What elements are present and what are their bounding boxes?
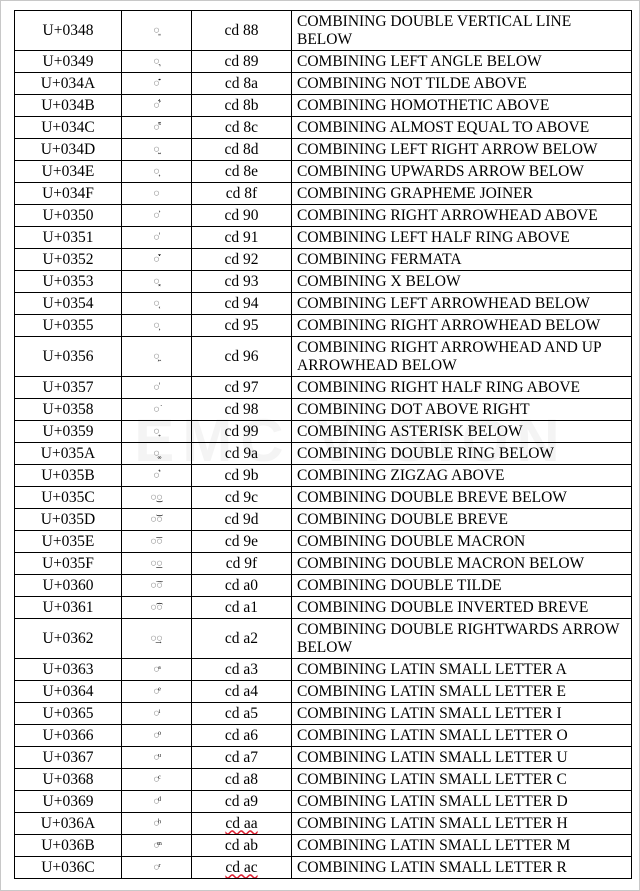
utf8-bytes-cell: cd a9 — [192, 791, 292, 813]
glyph-sample-cell: ◌͘ — [122, 399, 192, 421]
code-point-cell: U+036C — [15, 857, 122, 879]
character-name-cell: COMBINING ZIGZAG ABOVE — [292, 465, 632, 487]
code-point-cell: U+036B — [15, 835, 122, 857]
code-point-cell: U+0348 — [15, 11, 122, 51]
spellcheck-underlined-text: cd ac — [225, 858, 258, 876]
glyph-sample-cell: ◌͉ — [122, 51, 192, 73]
utf8-bytes-cell: cd 9d — [192, 509, 292, 531]
utf8-bytes-cell: cd a5 — [192, 703, 292, 725]
utf8-bytes-cell: cd a4 — [192, 681, 292, 703]
table-row — [15, 51, 632, 73]
glyph-sample-cell: ◌ͣ — [122, 659, 192, 681]
code-point-cell: U+0351 — [15, 227, 122, 249]
character-name-cell: COMBINING DOUBLE MACRON — [292, 531, 632, 553]
code-point-cell: U+035F — [15, 553, 122, 575]
glyph-sample-cell: ◌͈ — [122, 11, 192, 51]
character-name-cell: COMBINING LATIN SMALL LETTER M — [292, 835, 632, 857]
utf8-bytes-cell: cd 8b — [192, 95, 292, 117]
utf8-bytes-cell: cd 9a — [192, 443, 292, 465]
table-row — [15, 11, 632, 51]
code-point-cell: U+0364 — [15, 681, 122, 703]
code-point-cell: U+0355 — [15, 315, 122, 337]
table-row — [15, 183, 632, 205]
code-point-cell: U+034A — [15, 73, 122, 95]
table-row — [15, 487, 632, 509]
glyph-sample-cell: ◌ͤ — [122, 681, 192, 703]
table-row — [15, 73, 632, 95]
code-point-cell: U+0363 — [15, 659, 122, 681]
table-row — [15, 443, 632, 465]
utf8-bytes-cell: cd 8a — [192, 73, 292, 95]
utf8-bytes-cell: cd 92 — [192, 249, 292, 271]
utf8-bytes-cell: cd a7 — [192, 747, 292, 769]
code-point-cell: U+035D — [15, 509, 122, 531]
utf8-bytes-cell: cd a1 — [192, 597, 292, 619]
code-point-cell: U+034F — [15, 183, 122, 205]
character-name-cell: COMBINING RIGHT HALF RING ABOVE — [292, 377, 632, 399]
character-name-cell: COMBINING X BELOW — [292, 271, 632, 293]
glyph-sample-cell: ◌ͬ — [122, 857, 192, 879]
code-point-cell: U+0369 — [15, 791, 122, 813]
character-name-cell: COMBINING DOUBLE VERTICAL LINE BELOW — [292, 11, 632, 51]
character-name-cell: COMBINING LATIN SMALL LETTER H — [292, 813, 632, 835]
utf8-bytes-cell: cd 9e — [192, 531, 292, 553]
table-row — [15, 271, 632, 293]
utf8-bytes-cell: cd 89 — [192, 51, 292, 73]
utf8-bytes-cell: cd a0 — [192, 575, 292, 597]
table-row — [15, 293, 632, 315]
code-point-cell: U+035B — [15, 465, 122, 487]
table-row — [15, 813, 632, 835]
glyph-sample-cell: ◌͋ — [122, 95, 192, 117]
table-row — [15, 465, 632, 487]
code-point-cell: U+0349 — [15, 51, 122, 73]
glyph-sample-cell: ◌ͪ — [122, 813, 192, 835]
glyph-sample-cell: ◌͑ — [122, 227, 192, 249]
table-row — [15, 835, 632, 857]
utf8-bytes-cell: cd a2 — [192, 619, 292, 659]
utf8-bytes-cell: cd 91 — [192, 227, 292, 249]
utf8-bytes-cell: cd 99 — [192, 421, 292, 443]
character-name-cell: COMBINING LEFT HALF RING ABOVE — [292, 227, 632, 249]
utf8-bytes-cell: cd 8e — [192, 161, 292, 183]
character-name-cell: COMBINING LEFT ARROWHEAD BELOW — [292, 293, 632, 315]
character-name-cell: COMBINING LATIN SMALL LETTER E — [292, 681, 632, 703]
character-name-cell: COMBINING DOUBLE BREVE BELOW — [292, 487, 632, 509]
unicode-combining-chars-table — [14, 10, 632, 879]
code-point-cell: U+0360 — [15, 575, 122, 597]
character-name-cell: COMBINING LEFT RIGHT ARROW BELOW — [292, 139, 632, 161]
table-row — [15, 619, 632, 659]
table-row — [15, 509, 632, 531]
code-point-cell: U+0354 — [15, 293, 122, 315]
table-row — [15, 531, 632, 553]
utf8-bytes-cell: cd 90 — [192, 205, 292, 227]
glyph-sample-cell: ◌͙ — [122, 421, 192, 443]
glyph-sample-cell: ◌͗ — [122, 377, 192, 399]
utf8-bytes-cell — [192, 813, 292, 835]
code-point-cell: U+035A — [15, 443, 122, 465]
code-point-cell: U+0357 — [15, 377, 122, 399]
code-point-cell: U+0362 — [15, 619, 122, 659]
glyph-sample-cell: ◌͚ — [122, 443, 192, 465]
character-name-cell: COMBINING DOT ABOVE RIGHT — [292, 399, 632, 421]
utf8-bytes-cell: cd 93 — [192, 271, 292, 293]
table-row — [15, 139, 632, 161]
glyph-sample-cell: ◌ — [122, 183, 192, 205]
code-point-cell: U+036A — [15, 813, 122, 835]
glyph-sample-cell: ◌͢◌ — [122, 619, 192, 659]
glyph-sample-cell: ◌͛ — [122, 465, 192, 487]
utf8-bytes-cell: cd 9b — [192, 465, 292, 487]
table-row — [15, 399, 632, 421]
code-point-cell: U+0352 — [15, 249, 122, 271]
glyph-sample-cell: ◌͞◌ — [122, 531, 192, 553]
table-row — [15, 117, 632, 139]
character-name-cell: COMBINING RIGHT ARROWHEAD ABOVE — [292, 205, 632, 227]
character-name-cell: COMBINING RIGHT ARROWHEAD BELOW — [292, 315, 632, 337]
table-row — [15, 315, 632, 337]
character-name-cell: COMBINING UPWARDS ARROW BELOW — [292, 161, 632, 183]
glyph-sample-cell: ◌͓ — [122, 271, 192, 293]
glyph-sample-cell: ◌͒ — [122, 249, 192, 271]
utf8-bytes-cell: cd 94 — [192, 293, 292, 315]
character-name-cell: COMBINING LATIN SMALL LETTER I — [292, 703, 632, 725]
glyph-sample-cell: ◌͍ — [122, 139, 192, 161]
table-row — [15, 377, 632, 399]
utf8-bytes-cell: cd 95 — [192, 315, 292, 337]
character-name-cell: COMBINING DOUBLE INVERTED BREVE — [292, 597, 632, 619]
character-name-cell: COMBINING LATIN SMALL LETTER O — [292, 725, 632, 747]
table-row — [15, 725, 632, 747]
code-point-cell: U+0359 — [15, 421, 122, 443]
utf8-bytes-cell: cd 8c — [192, 117, 292, 139]
character-name-cell: COMBINING DOUBLE RIGHTWARDS ARROW BELOW — [292, 619, 632, 659]
character-name-cell: COMBINING LATIN SMALL LETTER R — [292, 857, 632, 879]
table-row — [15, 703, 632, 725]
character-name-cell: COMBINING LATIN SMALL LETTER U — [292, 747, 632, 769]
utf8-bytes-cell: cd a8 — [192, 769, 292, 791]
glyph-sample-cell: ◌ͧ — [122, 747, 192, 769]
table-row — [15, 769, 632, 791]
character-name-cell: COMBINING LATIN SMALL LETTER D — [292, 791, 632, 813]
glyph-sample-cell: ◌͝◌ — [122, 509, 192, 531]
utf8-bytes-cell — [192, 857, 292, 879]
table-row — [15, 575, 632, 597]
character-name-cell: COMBINING RIGHT ARROWHEAD AND UP ARROWHEAD BELOW — [292, 337, 632, 377]
code-point-cell: U+034B — [15, 95, 122, 117]
table-row — [15, 747, 632, 769]
glyph-sample-cell: ◌͎ — [122, 161, 192, 183]
glyph-sample-cell: ◌͌ — [122, 117, 192, 139]
code-point-cell: U+034C — [15, 117, 122, 139]
character-name-cell: COMBINING NOT TILDE ABOVE — [292, 73, 632, 95]
table-row — [15, 227, 632, 249]
glyph-sample-cell: ◌͠◌ — [122, 575, 192, 597]
table-row — [15, 161, 632, 183]
utf8-bytes-cell: cd 97 — [192, 377, 292, 399]
character-name-cell: COMBINING LEFT ANGLE BELOW — [292, 51, 632, 73]
table-row — [15, 681, 632, 703]
character-name-cell: COMBINING LATIN SMALL LETTER A — [292, 659, 632, 681]
glyph-sample-cell: ◌͕ — [122, 315, 192, 337]
code-point-cell: U+035C — [15, 487, 122, 509]
code-point-cell: U+0353 — [15, 271, 122, 293]
character-name-cell: COMBINING GRAPHEME JOINER — [292, 183, 632, 205]
spellcheck-underlined-text: cd aa — [225, 814, 258, 832]
utf8-bytes-cell: cd 9c — [192, 487, 292, 509]
utf8-bytes-cell: cd 98 — [192, 399, 292, 421]
code-point-cell: U+035E — [15, 531, 122, 553]
utf8-bytes-cell: cd 96 — [192, 337, 292, 377]
code-point-cell: U+0366 — [15, 725, 122, 747]
utf8-bytes-cell: cd 9f — [192, 553, 292, 575]
character-name-cell: COMBINING FERMATA — [292, 249, 632, 271]
table-row — [15, 421, 632, 443]
table-row — [15, 205, 632, 227]
utf8-bytes-cell: cd 8f — [192, 183, 292, 205]
character-name-cell: COMBINING DOUBLE RING BELOW — [292, 443, 632, 465]
character-name-cell: COMBINING DOUBLE BREVE — [292, 509, 632, 531]
glyph-sample-cell: ◌͊ — [122, 73, 192, 95]
utf8-bytes-cell: cd a3 — [192, 659, 292, 681]
glyph-sample-cell: ◌͟◌ — [122, 553, 192, 575]
code-point-cell: U+0356 — [15, 337, 122, 377]
character-name-cell: COMBINING HOMOTHETIC ABOVE — [292, 95, 632, 117]
character-name-cell: COMBINING ALMOST EQUAL TO ABOVE — [292, 117, 632, 139]
table-row — [15, 95, 632, 117]
utf8-bytes-cell: cd 8d — [192, 139, 292, 161]
code-point-cell: U+0361 — [15, 597, 122, 619]
code-point-cell: U+0365 — [15, 703, 122, 725]
table-row — [15, 791, 632, 813]
glyph-sample-cell: ◌ͦ — [122, 725, 192, 747]
character-name-cell: COMBINING DOUBLE MACRON BELOW — [292, 553, 632, 575]
code-point-cell: U+034E — [15, 161, 122, 183]
code-point-cell: U+0368 — [15, 769, 122, 791]
glyph-sample-cell: ◌͔ — [122, 293, 192, 315]
table-body — [15, 11, 632, 879]
glyph-sample-cell: ◌ͩ — [122, 791, 192, 813]
character-name-cell: COMBINING LATIN SMALL LETTER C — [292, 769, 632, 791]
utf8-bytes-cell: cd 88 — [192, 11, 292, 51]
code-point-cell: U+0358 — [15, 399, 122, 421]
glyph-sample-cell: ◌͜◌ — [122, 487, 192, 509]
table-row — [15, 659, 632, 681]
code-point-cell: U+034D — [15, 139, 122, 161]
code-point-cell: U+0350 — [15, 205, 122, 227]
glyph-sample-cell: ◌͡◌ — [122, 597, 192, 619]
table-row — [15, 553, 632, 575]
code-point-cell: U+0367 — [15, 747, 122, 769]
table-row — [15, 857, 632, 879]
utf8-bytes-cell: cd ab — [192, 835, 292, 857]
glyph-sample-cell: ◌ͫ — [122, 835, 192, 857]
glyph-sample-cell: ◌ͥ — [122, 703, 192, 725]
table-row — [15, 337, 632, 377]
table-row — [15, 249, 632, 271]
glyph-sample-cell: ◌͖ — [122, 337, 192, 377]
glyph-sample-cell: ◌͐ — [122, 205, 192, 227]
utf8-bytes-cell: cd a6 — [192, 725, 292, 747]
character-name-cell: COMBINING ASTERISK BELOW — [292, 421, 632, 443]
glyph-sample-cell: ◌ͨ — [122, 769, 192, 791]
character-name-cell: COMBINING DOUBLE TILDE — [292, 575, 632, 597]
table-row — [15, 597, 632, 619]
